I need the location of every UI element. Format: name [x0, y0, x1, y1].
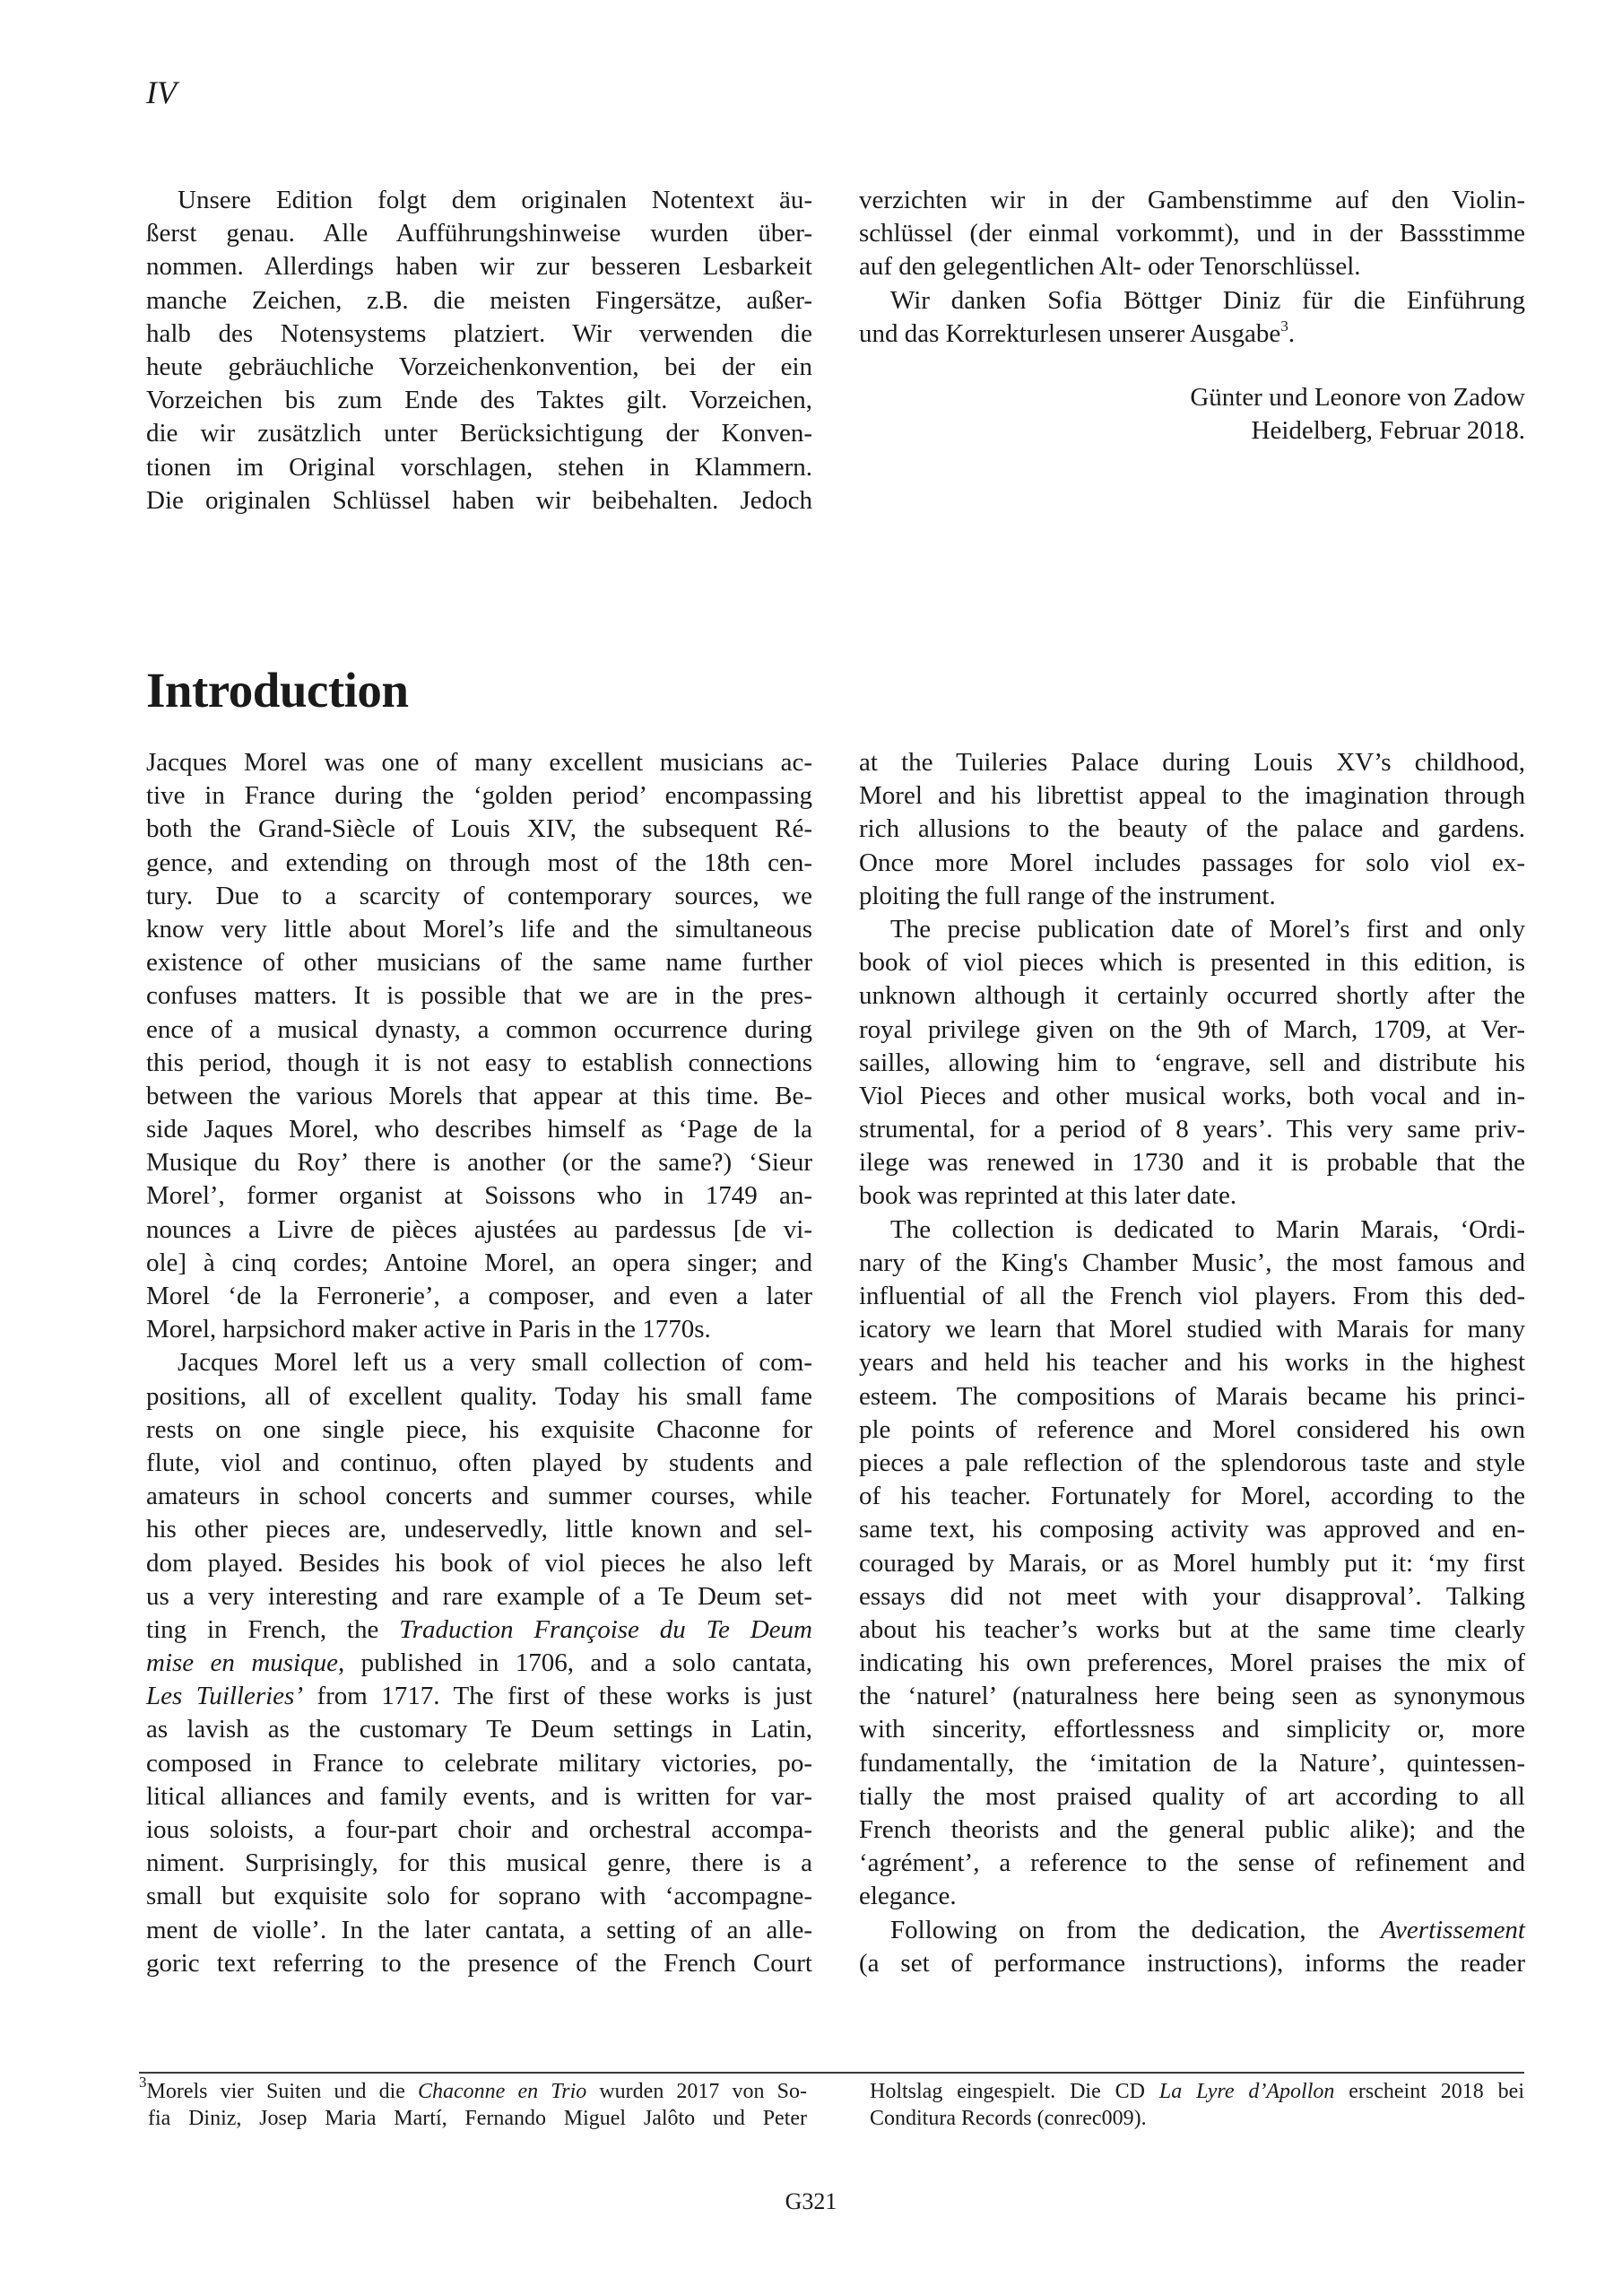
text-run: both the Grand-Siècle of Louis XIV, the subsequent Ré- — [146, 814, 812, 844]
text-line — [146, 351, 812, 384]
text-line — [146, 1480, 812, 1513]
text-line — [146, 1914, 812, 1947]
text-line — [146, 1247, 812, 1280]
text-line — [146, 946, 812, 979]
text-line — [859, 1013, 1525, 1047]
text-line — [859, 813, 1525, 846]
text-line — [859, 1747, 1525, 1780]
text-run: erscheint 2018 bei — [1334, 2080, 1524, 2103]
text-line — [146, 317, 812, 351]
text-run: ple points of reference and Morel considered his own — [859, 1414, 1525, 1444]
text-run: from 1717. The first of these works is just — [303, 1682, 813, 1711]
text-run: couraged by Marais, or as Morel humbly put it: ‘my first — [859, 1548, 1525, 1578]
text-run: Musique du Roy’ there is another (or the same?) ‘Sieur — [146, 1148, 812, 1178]
text-line — [146, 1747, 812, 1780]
text-run: tially the most praised quality of art according to all — [859, 1781, 1525, 1811]
german-left-column — [146, 184, 812, 517]
text-line — [146, 1213, 812, 1247]
text-line — [859, 1480, 1525, 1513]
text-line — [859, 1080, 1525, 1113]
text-run: halb des Notensystems platziert. Wir verwenden die — [146, 318, 812, 348]
introduction-heading: Introduction — [146, 663, 409, 718]
text-line — [859, 1547, 1525, 1580]
text-line — [859, 1113, 1525, 1146]
text-line — [146, 1313, 812, 1346]
text-line — [859, 880, 1525, 913]
text-run: , published in 1706, and a solo cantata, — [337, 1648, 813, 1678]
text-line — [859, 1647, 1525, 1680]
text-run: nommen. Allerdings haben wir zur besseren Lesbarkeit — [146, 252, 812, 282]
text-run: Vorzeichen bis zum Ende des Taktes gilt. Vorzeichen, — [146, 386, 812, 415]
text-run: royal privilege given on the 9th of March, 1709, at Ver- — [859, 1014, 1525, 1044]
text-line — [859, 1847, 1525, 1880]
text-line — [146, 217, 812, 250]
text-line — [146, 1847, 812, 1880]
text-run: about his teacher’s works but at the same time clearly — [859, 1614, 1525, 1644]
text-run: strumental, for a period of 8 years’. This very same priv- — [859, 1115, 1525, 1144]
text-line — [146, 1013, 812, 1047]
text-line — [146, 1113, 812, 1146]
text-line — [146, 1947, 812, 1980]
text-run: ploiting the full range of the instrument. — [859, 881, 1276, 910]
text-line — [859, 746, 1525, 779]
text-run: tionen im Original vorschlagen, stehen in Klammern. — [146, 452, 812, 482]
text-run: confuses matters. It is possible that we are in the pres- — [146, 981, 812, 1011]
text-line — [146, 1380, 812, 1413]
italic-text: Chaconne en Trio — [418, 2080, 587, 2103]
text-run: fundamentally, the ‘imitation de la Nature’, quintessen- — [859, 1748, 1525, 1778]
text-line — [146, 284, 812, 317]
page-number-top: IV — [146, 74, 177, 110]
text-run: The collection is dedicated to Marin Marais, ‘Ordi- — [890, 1214, 1525, 1244]
text-run: Wir danken Sofia Böttger Diniz für die Einführung — [890, 285, 1525, 315]
text-run: ence of a musical dynasty, a common occurrence during — [146, 1014, 812, 1044]
text-line — [146, 979, 812, 1013]
text-run: his other pieces are, undeservedly, little known and sel- — [146, 1515, 812, 1544]
text-run: niment. Surprisingly, for this musical genre, there is a — [146, 1848, 812, 1878]
text-line — [859, 779, 1525, 813]
text-run: Once more Morel includes passages for solo viol ex- — [859, 848, 1525, 877]
text-run: Morel, harpsichord maker active in Paris in the 1770s. — [146, 1315, 711, 1344]
text-run: between the various Morels that appear at this time. Be- — [146, 1081, 812, 1110]
text-run: same text, his composing activity was approved and en- — [859, 1515, 1525, 1544]
introduction-left-column — [146, 746, 812, 1980]
text-run: ilege was renewed in 1730 and it is probable that the — [859, 1148, 1525, 1178]
text-run: as lavish as the customary Te Deum settings in Latin, — [146, 1715, 812, 1744]
german-right-column — [859, 184, 1525, 351]
text-run: nounces a Livre de pièces ajustées au pardessus [de vi- — [146, 1214, 812, 1244]
text-run: Holtslag eingespielt. Die CD — [870, 2080, 1159, 2103]
text-run: icatory we learn that Morel studied with Marais for many — [859, 1315, 1525, 1344]
text-line — [139, 2074, 807, 2106]
text-run: the ‘naturel’ (naturalness here being seen as synonymous — [859, 1682, 1525, 1711]
text-line — [859, 1680, 1525, 1713]
text-run: tury. Due to a scarcity of contemporary sources, we — [146, 881, 812, 910]
text-line — [146, 484, 812, 517]
signature-names: Günter und Leonore von Zadow — [1190, 383, 1525, 412]
text-line — [859, 1346, 1525, 1379]
text-run: ting in French, the — [146, 1614, 400, 1644]
footnote-reference[interactable]: 3 — [1280, 317, 1288, 335]
text-line — [146, 1647, 812, 1680]
text-run: gence, and extending on through most of the 18th cen- — [146, 848, 812, 877]
text-run: side Jaques Morel, who describes himself as ‘Page de la — [146, 1115, 812, 1144]
text-run: know very little about Morel’s life and the simultaneous — [146, 914, 812, 944]
text-run: die wir zusätzlich unter Berücksichtigung der Konven- — [146, 419, 812, 448]
text-run: Viol Pieces and other musical works, both vocal and in- — [859, 1081, 1525, 1110]
text-run: heute gebräuchliche Vorzeichenkonvention, bei der ein — [146, 352, 812, 381]
text-run: Unsere Edition folgt dem originalen Notentext äu- — [178, 186, 812, 214]
italic-text: mise en musique — [146, 1648, 338, 1678]
text-line — [146, 1179, 812, 1213]
text-run: flute, viol and continuo, often played by students and — [146, 1448, 812, 1477]
text-run: pieces a pale reflection of the splendorous taste and style — [859, 1448, 1525, 1477]
text-line — [146, 184, 812, 217]
text-run: with sincerity, effortlessness and simplicity or, more — [859, 1715, 1525, 1744]
text-line — [146, 1580, 812, 1613]
text-run: ment de violle’. In the later cantata, a setting of an alle- — [146, 1915, 812, 1944]
text-run: Jacques Morel left us a very small collection of com- — [178, 1348, 812, 1378]
text-line — [146, 1713, 812, 1746]
text-line — [859, 1780, 1525, 1813]
text-line — [859, 1580, 1525, 1613]
text-line — [146, 417, 812, 450]
text-run: Jacques Morel was one of many excellent musicians ac- — [146, 748, 812, 777]
text-line — [859, 1413, 1525, 1447]
text-line — [859, 184, 1525, 217]
text-run: wurden 2017 von So- — [586, 2080, 807, 2103]
text-run: composed in France to celebrate military victories, po- — [146, 1748, 812, 1778]
text-line — [859, 1047, 1525, 1080]
footnote-left — [139, 2074, 807, 2132]
text-line — [859, 1213, 1525, 1247]
text-run: dom played. Besides his book of viol pieces he also left — [146, 1548, 812, 1578]
text-line — [146, 1080, 812, 1113]
text-run: of his teacher. Fortunately for Morel, according to the — [859, 1482, 1525, 1511]
signature-block — [859, 381, 1525, 448]
text-line — [859, 284, 1525, 317]
text-run: Morels vier Suiten und die — [146, 2080, 419, 2103]
text-run: Die originalen Schlüssel haben wir beibehalten. Jedoch — [146, 485, 812, 515]
text-line — [859, 1947, 1525, 1980]
text-run: small but exquisite solo for soprano with ‘accompagne- — [146, 1882, 812, 1911]
text-run: Following on from the dedication, the — [890, 1915, 1381, 1944]
text-run: nary of the King's Chamber Music’, the most famous and — [859, 1248, 1525, 1277]
text-run: unknown although it certainly occurred shortly after the — [859, 981, 1525, 1011]
text-line — [859, 979, 1525, 1013]
text-run: at the Tuileries Palace during Louis XV’s childhood, — [859, 748, 1525, 777]
text-run: rests on one single piece, his exquisite Chaconne for — [146, 1414, 812, 1444]
text-run: The precise publication date of Morel’s first and only — [890, 914, 1525, 944]
text-run: French theorists and the general public alike); and the — [859, 1815, 1525, 1844]
text-line — [146, 813, 812, 846]
text-line — [859, 913, 1525, 946]
italic-text: Avertissement — [1380, 1915, 1525, 1944]
text-line — [146, 847, 812, 880]
text-line — [870, 2106, 1524, 2133]
text-line — [859, 1247, 1525, 1280]
text-run: ‘agrément’, a reference to the sense of refinement and — [859, 1848, 1525, 1878]
text-run: Morel and his librettist appeal to the imagination through — [859, 781, 1525, 811]
text-run: book was reprinted at this later date. — [859, 1181, 1237, 1211]
italic-text: Les Tuilleries’ — [146, 1682, 303, 1711]
text-line — [146, 1680, 812, 1713]
text-line — [146, 1447, 812, 1480]
text-line — [859, 1313, 1525, 1346]
text-run: us a very interesting and rare example of a Te Deum set- — [146, 1581, 812, 1611]
text-run: litical alliances and family events, and is written for var- — [146, 1781, 812, 1811]
text-line — [859, 1914, 1525, 1947]
text-line — [146, 1413, 812, 1447]
text-line — [859, 1146, 1525, 1179]
text-line — [146, 1146, 812, 1179]
text-line — [859, 1280, 1525, 1313]
text-run: . — [1288, 318, 1296, 348]
text-line — [146, 746, 812, 779]
signature-place-date: Heidelberg, Februar 2018. — [1251, 416, 1525, 446]
text-run: Conditura Records (conrec009). — [870, 2106, 1147, 2130]
text-run: elegance. — [859, 1882, 957, 1911]
text-line — [146, 1813, 812, 1847]
page-number-bottom: G321 — [785, 2188, 837, 2214]
text-run: positions, all of excellent quality. Today his small fame — [146, 1381, 812, 1411]
text-run: schlüssel (der einmal vorkommt), und in der Bassstimme — [859, 219, 1525, 248]
text-line — [146, 451, 812, 484]
text-line — [859, 217, 1525, 250]
footnote-right — [870, 2079, 1524, 2132]
text-run: ole] à cinq cordes; Antoine Morel, an opera singer; and — [146, 1248, 812, 1277]
text-line — [146, 779, 812, 813]
text-line — [859, 1380, 1525, 1413]
text-run: rich allusions to the beauty of the palace and gardens. — [859, 814, 1525, 844]
text-run: esteem. The compositions of Marais became his princi- — [859, 1381, 1525, 1411]
italic-text: Traduction Françoise du Te Deum — [399, 1614, 812, 1644]
text-run: indicating his own preferences, Morel praises the mix of — [859, 1648, 1525, 1678]
text-run: years and held his teacher and his works in the highest — [859, 1348, 1525, 1378]
text-line — [859, 1613, 1525, 1647]
text-run: ßerst genau. Alle Aufführungshinweise wurden über- — [146, 219, 812, 248]
text-run: verzichten wir in der Gambenstimme auf den Violin- — [859, 186, 1525, 214]
text-line — [146, 880, 812, 913]
text-run: essays did not meet with your disapproval’. Talking — [859, 1581, 1525, 1611]
text-line — [146, 913, 812, 946]
text-line — [870, 2079, 1524, 2106]
text-line — [859, 1179, 1525, 1213]
text-line — [139, 2106, 807, 2133]
text-run: und das Korrekturlesen unserer Ausgabe — [859, 318, 1281, 348]
text-run: manche Zeichen, z.B. die meisten Fingersätze, außer- — [146, 285, 812, 315]
text-line — [859, 1447, 1525, 1480]
footnote-divider — [139, 2072, 1524, 2074]
introduction-right-column — [859, 746, 1525, 1980]
text-line — [859, 1880, 1525, 1913]
text-line — [859, 946, 1525, 979]
text-line — [146, 1047, 812, 1080]
footnote-marker: 3 — [139, 2074, 147, 2091]
text-line — [859, 1713, 1525, 1746]
text-line — [859, 1813, 1525, 1847]
text-run: sailles, allowing him to ‘engrave, sell and distribute his — [859, 1048, 1525, 1077]
text-line — [146, 1880, 812, 1913]
text-run: Morel’, former organist at Soissons who in 1749 an- — [146, 1181, 812, 1211]
text-run: influential of all the French viol players. From this ded- — [859, 1282, 1525, 1310]
text-line — [146, 1346, 812, 1379]
italic-text: La Lyre d’Apollon — [1158, 2080, 1335, 2103]
text-line — [146, 1613, 812, 1647]
text-run: (a set of performance instructions), informs the reader — [859, 1948, 1525, 1978]
text-run: book of viol pieces which is presented in this edition, is — [859, 948, 1525, 978]
text-line — [146, 1780, 812, 1813]
text-line — [859, 317, 1525, 351]
text-run: goric text referring to the presence of the French Court — [146, 1948, 812, 1978]
text-run: auf den gelegentlichen Alt- oder Tenorschlüssel. — [859, 252, 1361, 282]
text-run: fia Diniz, Josep Maria Martí, Fernando Miguel Jalôto und Peter — [148, 2106, 807, 2130]
text-line — [859, 847, 1525, 880]
text-run: existence of other musicians of the same name further — [146, 948, 812, 978]
text-line — [146, 1547, 812, 1580]
text-run: tive in France during the ‘golden period’ encompassing — [146, 781, 812, 811]
text-line — [146, 250, 812, 283]
text-line — [859, 1513, 1525, 1546]
text-run: this period, though it is not easy to establish connections — [146, 1048, 812, 1077]
text-line — [146, 1280, 812, 1313]
text-line — [859, 250, 1525, 283]
text-line — [146, 1513, 812, 1546]
text-run: ious soloists, a four-part choir and orchestral accompa- — [146, 1815, 812, 1844]
text-line — [146, 384, 812, 417]
text-run: amateurs in school concerts and summer courses, while — [146, 1482, 812, 1511]
text-run: Morel ‘de la Ferronerie’, a composer, and even a later — [146, 1282, 812, 1310]
